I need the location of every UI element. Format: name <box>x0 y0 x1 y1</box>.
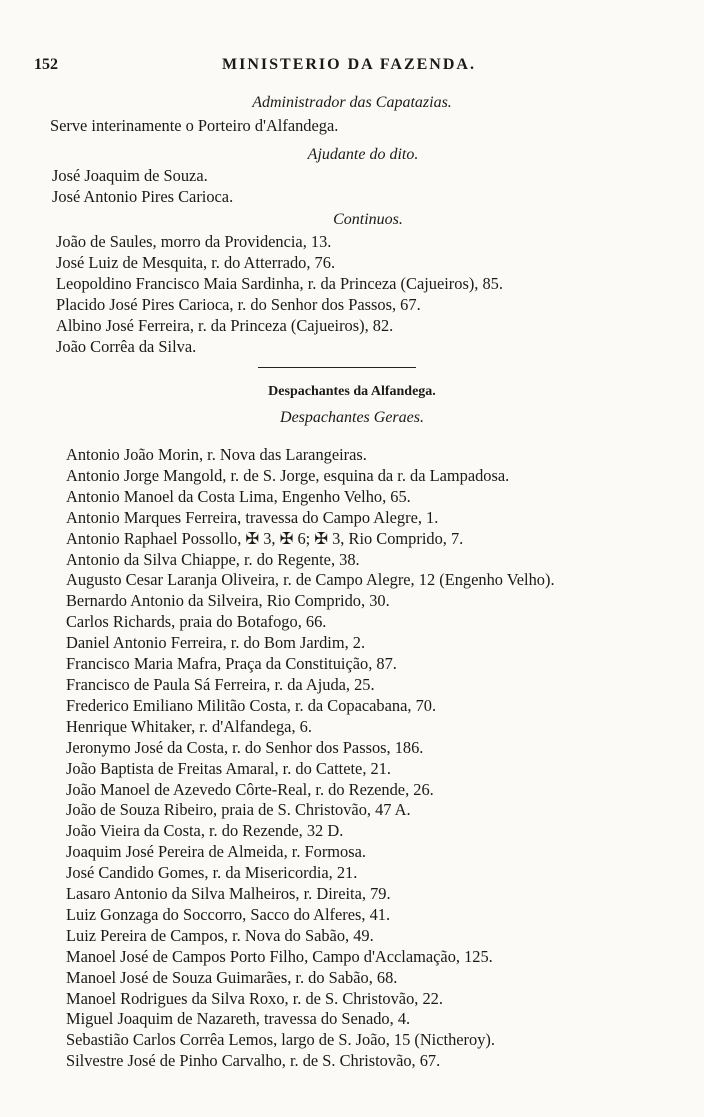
list-item: Serve interinamente o Porteiro d'Alfandega. <box>50 116 339 135</box>
continuos-heading: Continuos. <box>333 211 403 228</box>
list-item: Placido José Pires Carioca, r. do Senhor dos Passos, 67. <box>56 294 421 314</box>
despachantes-list <box>66 445 636 1072</box>
continuos-list <box>56 232 503 357</box>
capatazias-heading: Administrador das Capatazias. <box>252 94 452 111</box>
list-item: Augusto Cesar Laranja Oliveira, r. de Campo Alegre, 12 (Engenho Velho). <box>66 570 555 590</box>
list-item: Frederico Emiliano Militão Costa, r. da Copacabana, 70. <box>66 695 437 715</box>
running-head: MINISTERIO DA FAZENDA. <box>222 56 476 73</box>
list-item: Manoel José de Souza Guimarães, r. do Sabão, 68. <box>66 967 398 987</box>
list-item: João Baptista de Freitas Amaral, r. do Cattete, 21. <box>66 758 392 778</box>
list-item: Sebastião Carlos Corrêa Lemos, largo de S. João, 15 (Nictheroy). <box>66 1030 495 1050</box>
despachantes-subheading: Despachantes Geraes. <box>280 409 424 426</box>
list-item: Antonio Manoel da Costa Lima, Engenho Velho, 65. <box>66 486 411 506</box>
list-item: Francisco Maria Mafra, Praça da Constituição, 87. <box>66 654 397 674</box>
list-item: João Manoel de Azevedo Côrte-Real, r. do Rezende, 26. <box>66 779 434 799</box>
page-number: 152 <box>34 56 58 73</box>
list-item: Francisco de Paula Sá Ferreira, r. da Ajuda, 25. <box>66 674 375 694</box>
list-item: Luiz Gonzaga do Soccorro, Sacco do Alferes, 41. <box>66 904 391 924</box>
list-item: Lasaro Antonio da Silva Malheiros, r. Direita, 79. <box>66 884 391 904</box>
despachantes-heading: Despachantes da Alfandega. <box>268 384 436 399</box>
list-item: João Corrêa da Silva. <box>56 336 197 356</box>
list-item: João Vieira da Costa, r. do Rezende, 32 D. <box>66 821 344 841</box>
list-item: Miguel Joaquim de Nazareth, travessa do Senado, 4. <box>66 1009 411 1029</box>
page-header <box>34 56 664 80</box>
list-item: Antonio da Silva Chiappe, r. do Regente, 38. <box>66 549 360 569</box>
list-item: Bernardo Antonio da Silveira, Rio Comprido, 30. <box>66 591 390 611</box>
list-item: Antonio João Morin, r. Nova das Larangeiras. <box>66 445 367 464</box>
ajudante-list <box>52 166 233 208</box>
list-item: Jeronymo José da Costa, r. do Senhor dos Passos, 186. <box>66 737 424 757</box>
list-item: José Luiz de Mesquita, r. do Atterrado, 76. <box>56 252 336 272</box>
list-item: Joaquim José Pereira de Almeida, r. Formosa. <box>66 842 366 862</box>
list-item: Antonio Marques Ferreira, travessa do Campo Alegre, 1. <box>66 507 439 527</box>
list-item: Leopoldino Francisco Maia Sardinha, r. da Princeza (Cajueiros), 85. <box>56 273 503 293</box>
capatazias-list <box>50 116 338 137</box>
list-item: José Antonio Pires Carioca. <box>52 186 234 206</box>
list-item: Antonio Jorge Mangold, r. de S. Jorge, esquina da r. da Lampadosa. <box>66 465 510 485</box>
list-item: Albino José Ferreira, r. da Princeza (Cajueiros), 82. <box>56 315 394 335</box>
list-item: Henrique Whitaker, r. d'Alfandega, 6. <box>66 716 312 736</box>
list-item: Luiz Pereira de Campos, r. Nova do Sabão, 49. <box>66 925 374 945</box>
list-item: Manoel José de Campos Porto Filho, Campo d'Acclamação, 125. <box>66 946 493 966</box>
list-item: João de Saules, morro da Providencia, 13. <box>56 232 332 251</box>
list-item: Carlos Richards, praia do Botafogo, 66. <box>66 612 327 632</box>
list-item: Silvestre José de Pinho Carvalho, r. de S. Christovão, 67. <box>66 1051 441 1071</box>
ajudante-heading: Ajudante do dito. <box>307 146 419 163</box>
list-item: Manoel Rodrigues da Silva Roxo, r. de S. Christovão, 22. <box>66 988 443 1008</box>
section-divider <box>258 367 416 368</box>
list-item: José Candido Gomes, r. da Misericordia, 21. <box>66 863 358 883</box>
list-item: José Joaquim de Souza. <box>52 166 208 185</box>
list-item: João de Souza Ribeiro, praia de S. Christovão, 47 A. <box>66 800 411 820</box>
list-item: Antonio Raphael Possollo, ✠ 3, ✠ 6; ✠ 3, Rio Comprido, 7. <box>66 528 464 548</box>
list-item: Daniel Antonio Ferreira, r. do Bom Jardim, 2. <box>66 633 366 653</box>
